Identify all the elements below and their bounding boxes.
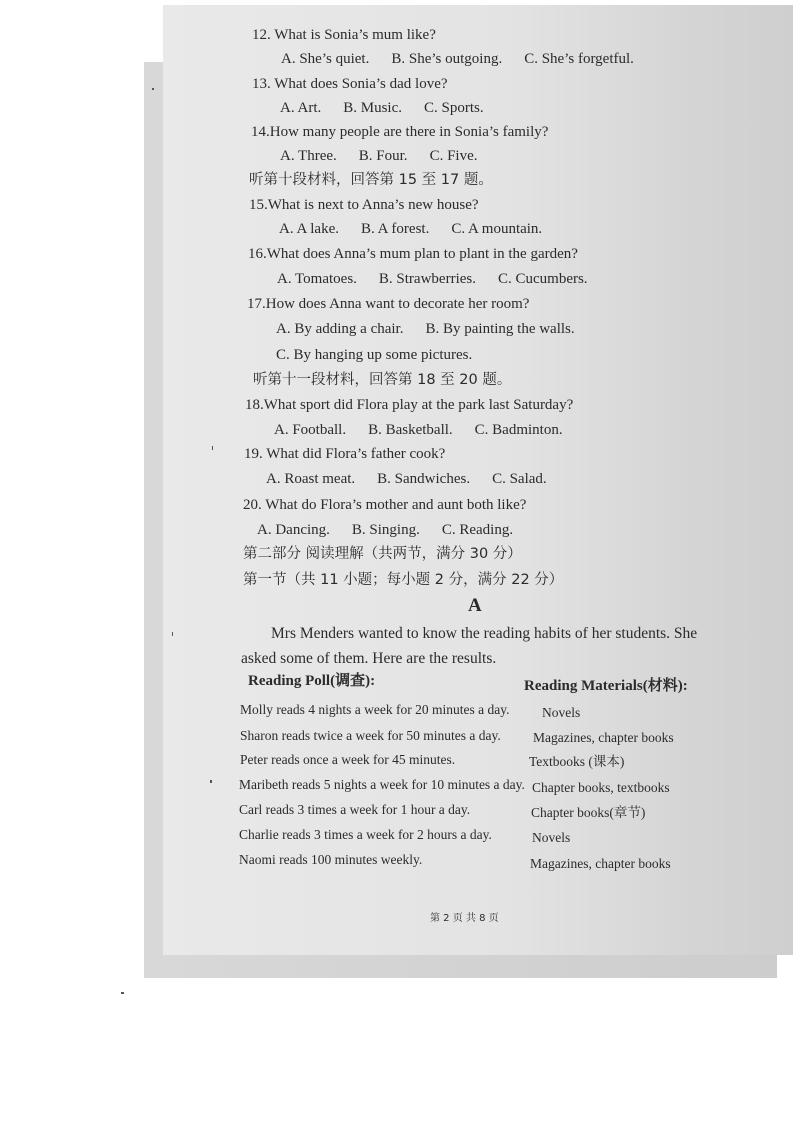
material-row: Novels <box>532 830 571 845</box>
passage-intro-line-1: Mrs Menders wanted to know the reading habits of her students. She <box>271 625 698 642</box>
option-b: B. Sandwiches. <box>377 471 471 487</box>
option-c: C. She’s forgetful. <box>524 51 634 67</box>
scan-speck <box>121 992 124 994</box>
reading-poll-header: Reading Poll(调查): <box>248 673 376 689</box>
material-row: Chapter books, textbooks <box>532 780 670 795</box>
option-a: A. Football. <box>274 422 347 438</box>
option-c: C. Cucumbers. <box>497 271 588 287</box>
question-15-options <box>279 220 564 238</box>
option-a: A. By adding a chair. <box>276 321 404 337</box>
question-15: 15.What is next to Anna’s new house? <box>249 197 479 213</box>
option-b: B. Basketball. <box>368 422 453 438</box>
scan-speck <box>172 632 173 636</box>
question-13: 13. What does Sonia’s dad love? <box>252 76 448 92</box>
question-17-options <box>276 320 597 338</box>
material-row: Chapter books(章节) <box>531 805 646 820</box>
material-row: Magazines, chapter books <box>533 730 674 745</box>
poll-row: Molly reads 4 nights a week for 20 minutes a day. <box>240 702 510 717</box>
question-14-options <box>280 147 500 165</box>
question-20: 20. What do Flora’s mother and aunt both like? <box>243 497 527 513</box>
question-16: 16.What does Anna’s mum plan to plant in the garden? <box>248 246 578 262</box>
option-b: B. She’s outgoing. <box>391 51 503 67</box>
reading-materials-header: Reading Materials(材料): <box>524 678 688 694</box>
option-b: B. Strawberries. <box>378 271 476 287</box>
question-16-options <box>277 270 610 288</box>
poll-row: Charlie reads 3 times a week for 2 hours a day. <box>239 827 492 842</box>
poll-row: Sharon reads twice a week for 50 minutes a day. <box>240 728 501 743</box>
question-20-options <box>257 521 535 539</box>
option-a: A. Roast meat. <box>266 471 356 487</box>
option-a: A. Three. <box>280 148 337 164</box>
question-18: 18.What sport did Flora play at the park last Saturday? <box>245 397 574 413</box>
scan-speck <box>210 780 212 783</box>
poll-row: Maribeth reads 5 nights a week for 10 minutes a day. <box>239 777 525 792</box>
poll-row: Peter reads once a week for 45 minutes. <box>240 752 456 767</box>
question-12: 12. What is Sonia’s mum like? <box>252 27 436 43</box>
passage-intro-line-2: asked some of them. Here are the results. <box>241 650 497 667</box>
poll-row: Naomi reads 100 minutes weekly. <box>239 852 423 867</box>
part-2-heading: 第二部分 阅读理解（共两节，满分 30 分） <box>243 546 522 562</box>
question-17: 17.How does Anna want to decorate her room? <box>247 296 530 312</box>
option-c: C. Salad. <box>492 471 547 487</box>
option-c: C. Badminton. <box>474 422 563 438</box>
option-a: A. She’s quiet. <box>281 51 370 67</box>
instruction-section-10: 听第十段材料，回答第 15 至 17 题。 <box>249 172 493 188</box>
option-a: A. A lake. <box>279 221 339 237</box>
scan-speck <box>212 446 213 450</box>
question-13-options <box>280 99 506 117</box>
instruction-section-11: 听第十一段材料，回答第 18 至 20 题。 <box>253 372 512 388</box>
option-a: A. Tomatoes. <box>277 271 357 287</box>
option-b: B. Music. <box>343 100 403 116</box>
scan-speck <box>152 88 154 90</box>
question-12-options <box>281 50 656 68</box>
option-c: C. Sports. <box>424 100 484 116</box>
option-c: C. Five. <box>429 148 478 164</box>
passage-label: A <box>468 595 482 616</box>
option-a: A. Art. <box>280 100 322 116</box>
option-b: B. Four. <box>358 148 408 164</box>
option-b: B. By painting the walls. <box>425 321 575 337</box>
question-19-options <box>266 470 569 488</box>
option-c: C. By hanging up some pictures. <box>276 347 473 363</box>
material-row: Magazines, chapter books <box>530 856 671 871</box>
part-2-section-1-heading: 第一节（共 11 小题；每小题 2 分，满分 22 分） <box>243 572 564 588</box>
option-b: B. Singing. <box>351 522 420 538</box>
page-number-footer: 第 2 页 共 8 页 <box>430 913 499 924</box>
option-b: B. A forest. <box>361 221 430 237</box>
material-row: Novels <box>542 705 581 720</box>
option-a: A. Dancing. <box>257 522 330 538</box>
poll-row: Carl reads 3 times a week for 1 hour a day. <box>239 802 471 817</box>
option-c: C. Reading. <box>441 522 514 538</box>
material-row: Textbooks (课本) <box>529 754 625 769</box>
question-18-options <box>274 421 585 439</box>
question-14: 14.How many people are there in Sonia’s family? <box>251 124 549 140</box>
question-19: 19. What did Flora’s father cook? <box>244 446 446 462</box>
option-c: C. A mountain. <box>451 221 543 237</box>
